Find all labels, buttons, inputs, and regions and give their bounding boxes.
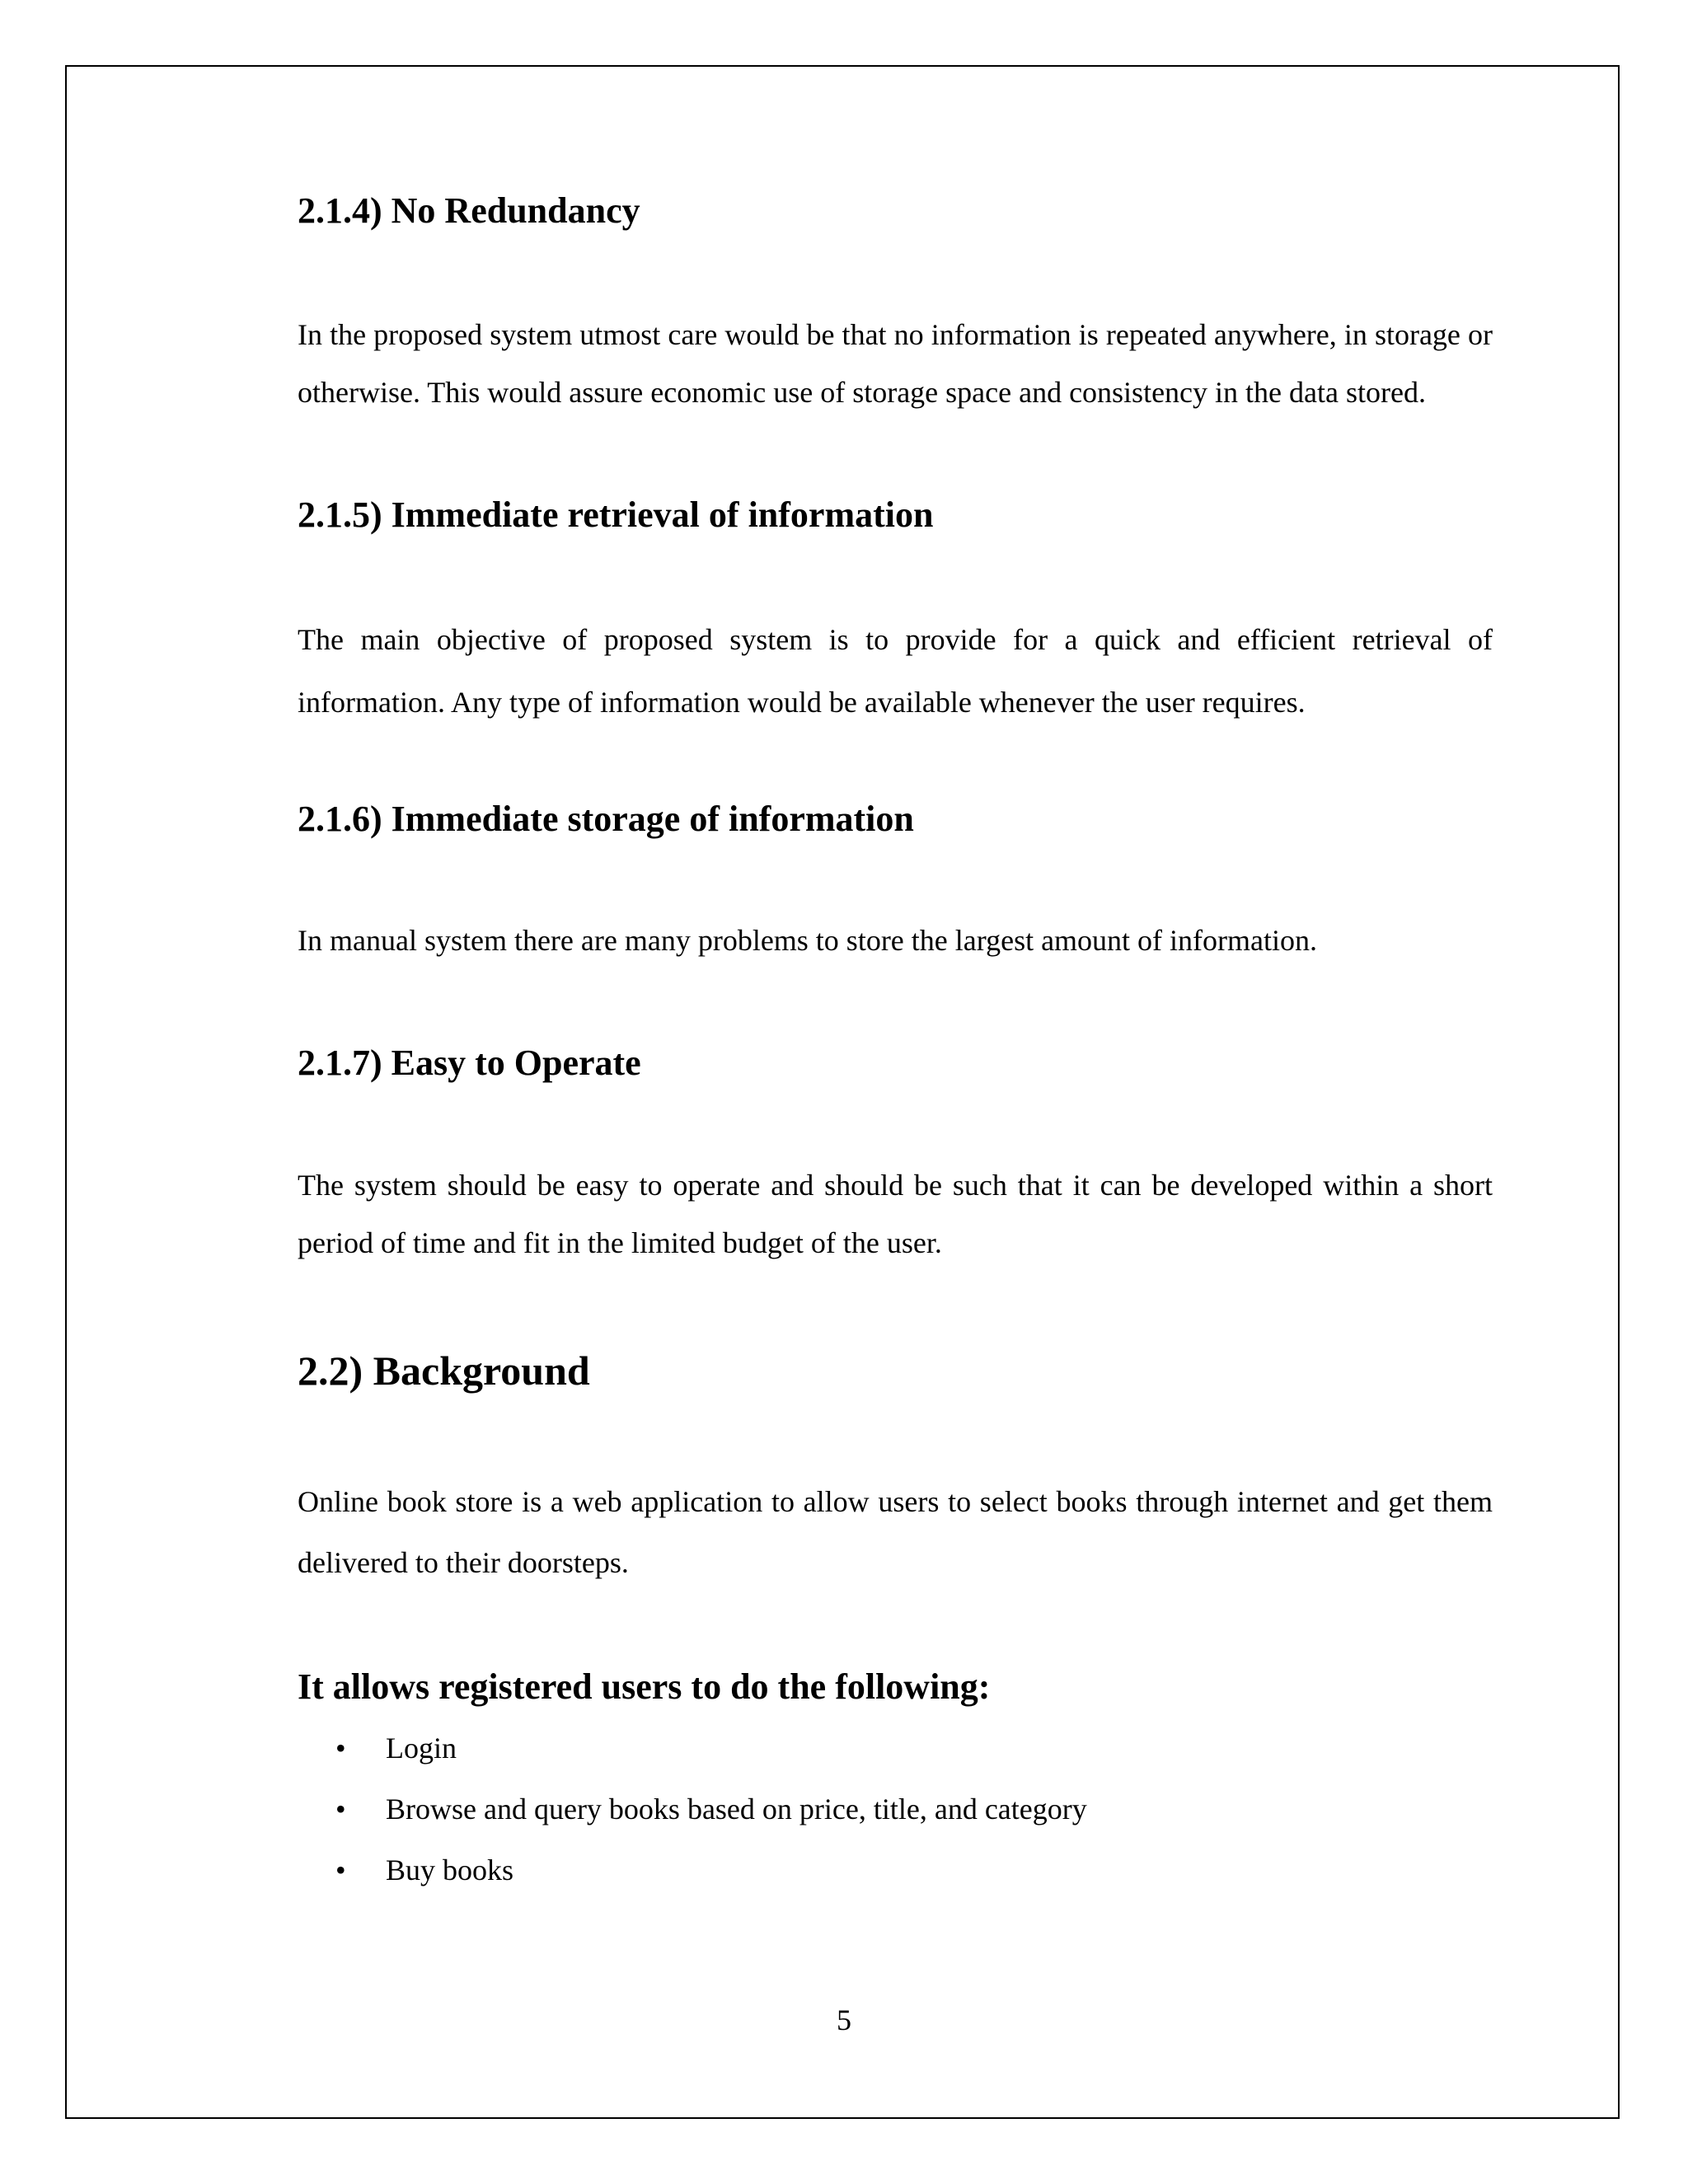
registered-users-list xyxy=(298,1718,1493,1900)
heading-easy-to-operate: 2.1.7) Easy to Operate xyxy=(298,1043,641,1084)
paragraph-easy-to-operate: The system should be easy to operate and should be such that it can be developed within a short period of time and fit in the limited budget of the user. xyxy=(298,1169,1493,1260)
bullet-icon: • xyxy=(335,1792,346,1825)
paragraph-background: Online book store is a web application to allow users to select books through internet and get them delivered to their doorsteps. xyxy=(298,1485,1493,1580)
bullet-icon: • xyxy=(335,1731,346,1765)
page-number: 5 xyxy=(837,2004,851,2036)
heading-background: 2.2) Background xyxy=(298,1347,590,1394)
bullet-icon: • xyxy=(335,1853,346,1886)
heading-immediate-storage: 2.1.6) Immediate storage of information xyxy=(298,798,914,839)
paragraph-immediate-retrieval: The main objective of proposed system is to provide for a quick and efficient retrieval of information. Any type of information would be available whenever the user requires. xyxy=(298,622,1493,719)
registered-users-heading: It allows registered users to do the following: xyxy=(298,1666,991,1708)
list-item-text: Browse and query books based on price, title, and category xyxy=(386,1792,1087,1825)
heading-no-redundancy: 2.1.4) No Redundancy xyxy=(298,190,640,231)
paragraph-no-redundancy: In the proposed system utmost care would be that no information is repeated anywhere, in storage or otherwise. This would assure economic use of storage space and consistency in the data stored. xyxy=(298,317,1493,409)
heading-immediate-retrieval: 2.1.5) Immediate retrieval of information xyxy=(298,494,934,535)
paragraph-immediate-storage: In manual system there are many problems to store the largest amount of information. xyxy=(298,924,1318,958)
list-item-text: Login xyxy=(386,1731,457,1765)
list-item-text: Buy books xyxy=(386,1853,514,1886)
page-content xyxy=(298,190,1493,1900)
list-item xyxy=(298,1779,1493,1840)
list-item xyxy=(298,1718,1493,1779)
list-item xyxy=(298,1840,1493,1900)
